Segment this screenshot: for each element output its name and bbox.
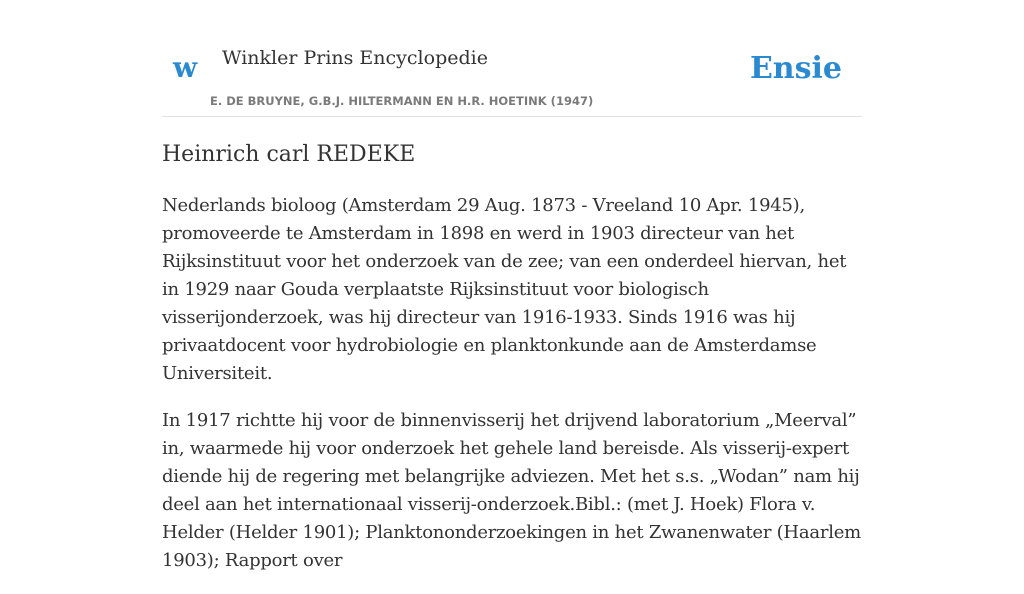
publication-authors: E. DE BRUYNE, G.B.J. HILTERMANN EN H.R. HOETINK (1947) (210, 94, 594, 108)
ensie-logo[interactable]: Ensie (749, 51, 842, 86)
publication-title[interactable]: Winkler Prins Encyclopedie (222, 47, 488, 69)
article-paragraph-2: In 1917 richtte hij voor de binnenvisserij het drijvend laboratorium „Meerval” in, waarmede hij voor onderzoek het gehele land bereisde. Als visserij-expert diende hij de regering met belangrijke adviezen. Met het s.s. „Wodan” nam hij deel aan het internationaal visserij-onderzoek.Bibl.: (met J. Hoek) Flora v. Helder (Helder 1901); Planktononderzoekingen in het Zwanenwater (Haarlem 1903); Rapport over (162, 410, 861, 571)
encyclopedia-header (162, 0, 862, 117)
article-body (162, 192, 864, 594)
article-paragraph-1: Nederlands bioloog (Amsterdam 29 Aug. 1873 - Vreeland 10 Apr. 1945), promoveerde te Amsterdam in 1898 en werd in 1903 directeur van het Rijksinstituut voor het onderzoek van de zee; van een onderdeel hiervan, het in 1929 naar Gouda verplaatste Rijksinstituut voor biologisch visserijonderzoek, was hij directeur van 1916-1933. Sinds 1916 was hij privaatdocent voor hydrobiologie en planktonkunde aan de Amsterdamse Universiteit. (162, 195, 847, 384)
winkler-prins-logo-icon[interactable]: w (173, 51, 198, 84)
article-title: Heinrich carl REDEKE (162, 142, 416, 167)
